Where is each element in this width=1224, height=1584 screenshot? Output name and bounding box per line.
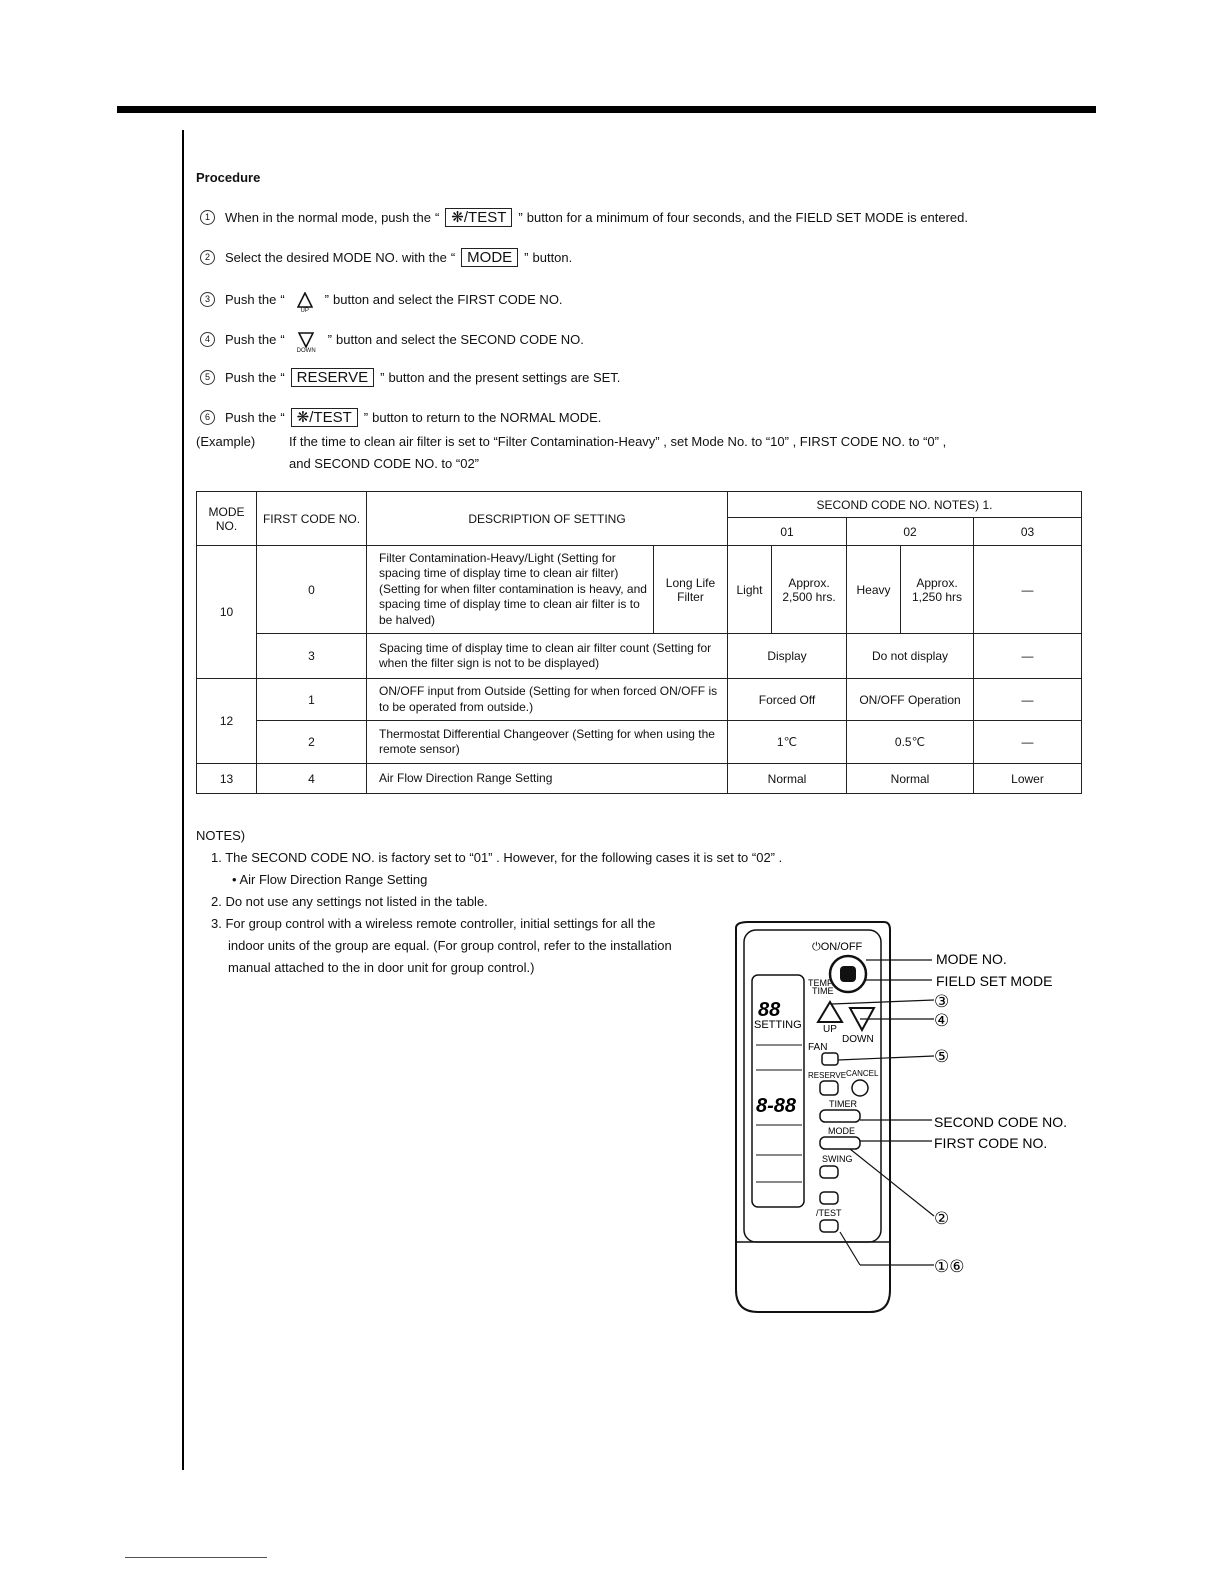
callout-first-code: FIRST CODE NO. [934, 1135, 1048, 1151]
cell-02a: Heavy [847, 546, 901, 634]
cell-03: — [974, 546, 1082, 634]
down-label: DOWN [842, 1034, 874, 1045]
callout-1-6: ①⑥ [934, 1257, 965, 1276]
cell-01: Normal [728, 764, 847, 794]
onoff-label: ⏻ON/OFF [812, 941, 863, 953]
note-2: 2. Do not use any settings not listed in the table. [211, 894, 488, 909]
procedure-heading: Procedure [196, 170, 261, 185]
cell-first: 3 [257, 634, 367, 679]
step-text: button and select the SECOND CODE NO. [336, 332, 584, 347]
cell-mode: 13 [197, 764, 257, 794]
cell-02: ON/OFF Operation [847, 679, 974, 721]
step-number: 1 [200, 210, 215, 225]
cell-02: 0.5℃ [847, 721, 974, 764]
header-description: DESCRIPTION OF SETTING [367, 492, 728, 546]
step-number: 6 [200, 410, 215, 425]
mode-label: MODE [828, 1126, 855, 1136]
step-1: 1 When in the normal mode, push the “ ❋/TEST ” button for a minimum of four seconds, and the FIELD SET MODE is entered. [200, 208, 968, 227]
header-mode-no: MODE NO. [197, 492, 257, 546]
cell-desc: Thermostat Differential Changeover (Setting for when using the remote sensor) [367, 721, 728, 764]
cell-first: 2 [257, 721, 367, 764]
fan-test-icon: ❋ [296, 409, 310, 426]
time-label: TIME [812, 986, 834, 996]
step-4: 4 Push the “ DOWN ” button and select the SECOND CODE NO. [200, 328, 584, 351]
down-arrow-icon: DOWN [297, 332, 316, 355]
reserve-label: RESERVE [808, 1071, 847, 1080]
callout-field-set-mode: FIELD SET MODE [936, 973, 1053, 989]
top-rule [117, 106, 1096, 113]
cell-extra: Long Life Filter [654, 546, 728, 634]
callout-mode-no: MODE NO. [936, 951, 1007, 967]
step-2: 2 Select the desired MODE NO. with the “ MODE ” button. [200, 248, 572, 267]
fan-test-icon: ❋ [451, 209, 464, 226]
step-text: Push the [225, 370, 277, 385]
step-text: Push the [225, 292, 277, 307]
cell-first: 4 [257, 764, 367, 794]
note-3-cont: indoor units of the group are equal. (For group control, refer to the installation [228, 938, 672, 953]
remote-controller-diagram [700, 920, 1120, 1320]
callout-5: ⑤ [934, 1047, 950, 1066]
example-label: (Example) [196, 434, 256, 449]
temp-label: TEMP. [808, 978, 835, 988]
header-first-code: FIRST CODE NO. [257, 492, 367, 546]
example-text-2: and SECOND CODE NO. to “02” [289, 456, 479, 471]
cell-first: 1 [257, 679, 367, 721]
test-button-label: ❋/TEST [445, 208, 512, 227]
cell-02b: Approx. 1,250 hrs [901, 546, 974, 634]
cell-mode: 12 [197, 679, 257, 764]
step-3: 3 Push the “ UP ” button and select the FIRST CODE NO. [200, 288, 563, 311]
table-row [197, 546, 1082, 634]
step-text: Push the [225, 410, 277, 425]
cell-desc: Air Flow Direction Range Setting [367, 764, 728, 794]
notes-section [196, 825, 782, 979]
cell-03: — [974, 679, 1082, 721]
table-row [197, 721, 1082, 764]
cell-03: — [974, 634, 1082, 679]
cancel-label: CANCEL [846, 1069, 879, 1078]
cell-03: Lower [974, 764, 1082, 794]
swing-label: SWING [822, 1154, 853, 1164]
cell-mode: 10 [197, 546, 257, 679]
footer-link-underline[interactable] [125, 1557, 267, 1558]
left-margin-rule [182, 130, 184, 1470]
cell-01b: Approx. 2,500 hrs. [772, 546, 847, 634]
callout-3: ③ [934, 992, 950, 1011]
test-label: /TEST [816, 1208, 842, 1218]
timer-label: TIMER [829, 1099, 857, 1109]
step-number: 5 [200, 370, 215, 385]
step-text: button. [532, 250, 573, 265]
header-second-code: SECOND CODE NO. NOTES) 1. [728, 492, 1082, 518]
cell-desc: Spacing time of display time to clean air filter count (Setting for when the filter sign is not to be displayed) [367, 634, 728, 679]
table-row [197, 634, 1082, 679]
cell-02: Normal [847, 764, 974, 794]
cell-first: 0 [257, 546, 367, 634]
step-text: button and select the FIRST CODE NO. [333, 292, 563, 307]
table-row [197, 764, 1082, 794]
cell-01: 1℃ [728, 721, 847, 764]
field-setting-table [196, 491, 1082, 794]
mode-button-label: MODE [461, 248, 518, 267]
step-text: Select the desired MODE NO. with the [225, 250, 447, 265]
cell-01: Display [728, 634, 847, 679]
test-button-label: ❋/TEST [291, 408, 358, 427]
cell-desc: ON/OFF input from Outside (Setting for when forced ON/OFF is to be operated from outside.) [367, 679, 728, 721]
header-01: 01 [728, 518, 847, 546]
header-03: 03 [974, 518, 1082, 546]
callout-2: ② [934, 1209, 950, 1228]
step-5: 5 Push the “ RESERVE ” button and the present settings are SET. [200, 368, 620, 387]
note-3: 3. For group control with a wireless remote controller, initial settings for all the [211, 916, 656, 931]
step-text: button for a minimum of four seconds, and the FIELD SET MODE is entered. [526, 210, 968, 225]
table-row [197, 679, 1082, 721]
cell-desc: Filter Contamination-Heavy/Light (Setting for spacing time of display time to clean air filter) (Setting for when filter contamination is heavy, and spacing time of display time to clean air filter is to be halved) [367, 546, 654, 634]
step-6: 6 Push the “ ❋/TEST ” button to return to the NORMAL MODE. [200, 408, 601, 427]
lcd-code-digits: 8-88 [756, 1095, 797, 1117]
example-text: If the time to clean air filter is set to “Filter Contamination-Heavy” , set Mode No. to “10” , FIRST CODE NO. to “0” , [289, 434, 947, 449]
note-3-cont: manual attached to the in door unit for group control.) [228, 960, 535, 975]
lcd-setting-label: SETTING [754, 1019, 802, 1031]
reserve-button-label: RESERVE [291, 368, 374, 387]
callout-4: ④ [934, 1011, 950, 1030]
step-number: 3 [200, 292, 215, 307]
step-text: button and the present settings are SET. [388, 370, 621, 385]
cell-01a: Light [728, 546, 772, 634]
step-number: 2 [200, 250, 215, 265]
note-1: 1. The SECOND CODE NO. is factory set to “01” . However, for the following cases it is set to “02” . [211, 850, 783, 865]
grid-icon [840, 966, 856, 982]
step-text: When in the normal mode, push the [225, 210, 431, 225]
cell-01: Forced Off [728, 679, 847, 721]
notes-title: NOTES) [196, 828, 246, 843]
step-text: Push the [225, 332, 277, 347]
callout-second-code: SECOND CODE NO. [934, 1114, 1068, 1130]
cell-02: Do not display [847, 634, 974, 679]
fan-label: FAN [808, 1042, 828, 1053]
cell-03: — [974, 721, 1082, 764]
header-02: 02 [847, 518, 974, 546]
note-1-bullet: • Air Flow Direction Range Setting [232, 872, 428, 887]
lcd-setting-digits: 88 [758, 999, 781, 1021]
example-line [196, 434, 947, 449]
step-number: 4 [200, 332, 215, 347]
up-label: UP [823, 1024, 837, 1035]
step-text: button to return to the NORMAL MODE. [372, 410, 602, 425]
up-arrow-icon: UP [297, 292, 313, 315]
